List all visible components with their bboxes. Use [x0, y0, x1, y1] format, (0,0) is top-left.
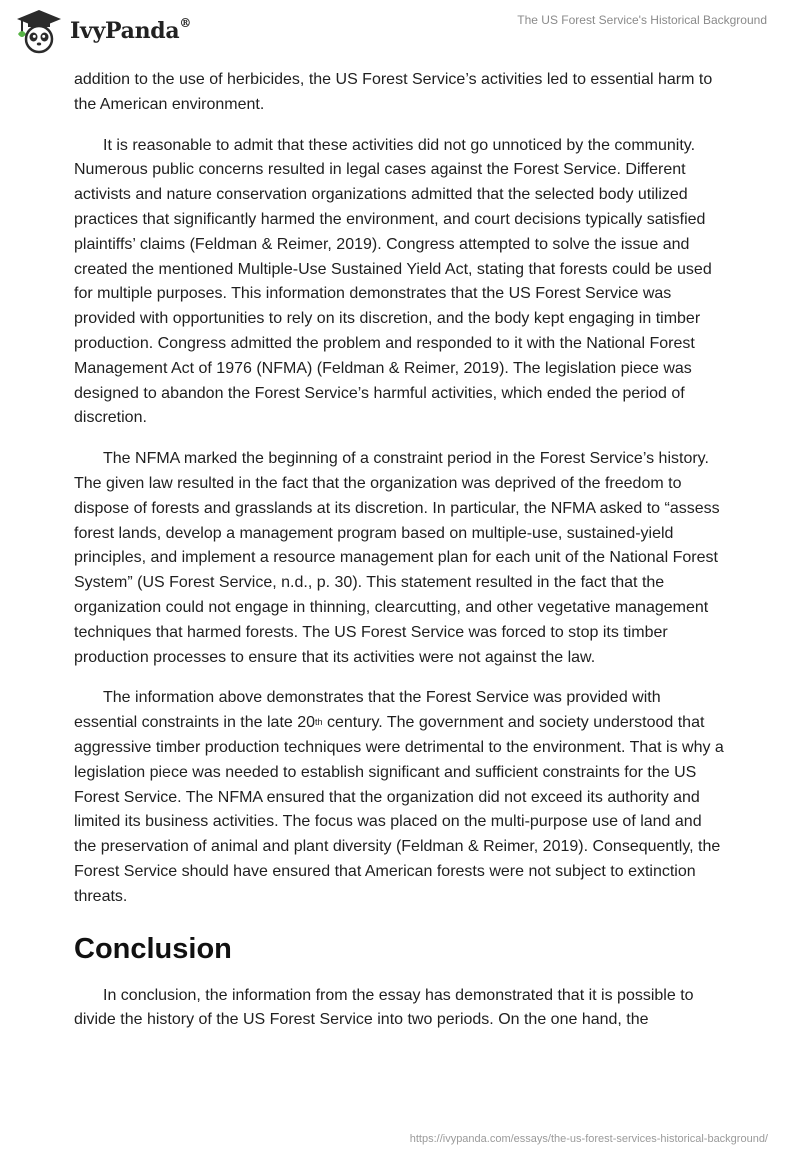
paragraph-text: The information above demonstrates that the Forest Service was provided with essential constraints in the late 20 — [74, 689, 661, 732]
paragraph — [74, 686, 724, 909]
paragraph: It is reasonable to admit that these activities did not go unnoticed by the community. Numerous public concerns resulted in legal cases against the Forest Service. Different activists and nature conservation organizations admitted that the selected body utilized practices that significantly harmed the environment, and court decisions typically satisfied plaintiffs’ claims (Feldman & Reimer, 2019). Congress attempted to solve the issue and created the mentioned Multiple-Use Sustained Yield Act, stating that forests could be used for multiple purposes. This information demonstrates that the US Forest Service was provided with opportunities to rely on its discretion, and the body kept engaging in timber production. Congress admitted the problem and responded to it with the National Forest Management Act of 1976 (NFMA) (Feldman & Reimer, 2019). The legislation piece was designed to abandon the Forest Service’s harmful activities, which ended the period of discretion. — [74, 136, 712, 427]
document-title: The US Forest Service's Historical Background — [517, 13, 767, 27]
paragraph: The NFMA marked the beginning of a constraint period in the Forest Service’s history. The given law resulted in the fact that the organization was deprived of the freedom to dispose of forests and grasslands at its discretion. In particular, the NFMA asked to “assess forest lands, develop a management program based on multiple-use, sustained-yield principles, and implement a resource management plan for each unit of the National Forest System” (US Forest Service, n.d., p. 30). This statement resulted in the fact that the organization could not engage in thinning, clearcutting, and other vegetative management techniques that harmed forests. The US Forest Service was forced to stop its timber production processes to ensure that its activities were not against the law. — [74, 450, 720, 666]
ivypanda-logo[interactable] — [14, 8, 191, 54]
paragraph-text: century. The government and society understood that aggressive timber production techniques were detrimental to the environment. That is why a legislation piece was needed to establish significant and sufficient constraints for the US Forest Service. The NFMA ensured that the organization did not exceed its authority and limited its business activities. The focus was placed on the multi-purpose use of land and the preservation of animal and plant diversity (Feldman & Reimer, 2019). Consequently, the Forest Service should have ensured that American forests were not subject to extinction threats. — [74, 714, 724, 905]
ordinal-suffix: th — [315, 717, 323, 728]
panda-graduation-cap-icon — [14, 8, 64, 54]
page-header — [0, 0, 800, 70]
paragraph: addition to the use of herbicides, the US Forest Service’s activities led to essential harm to the American environment. — [74, 71, 713, 113]
essay-body — [74, 68, 724, 1049]
section-heading-conclusion: Conclusion — [74, 932, 232, 965]
registered-mark: ® — [179, 16, 192, 30]
source-url[interactable]: https://ivypanda.com/essays/the-us-forest-services-historical-background/ — [409, 1133, 768, 1145]
paragraph: In conclusion, the information from the essay has demonstrated that it is possible to divide the history of the US Forest Service into two periods. On the one hand, the — [74, 986, 694, 1029]
logo-wordmark: IvyPanda® — [70, 16, 192, 44]
